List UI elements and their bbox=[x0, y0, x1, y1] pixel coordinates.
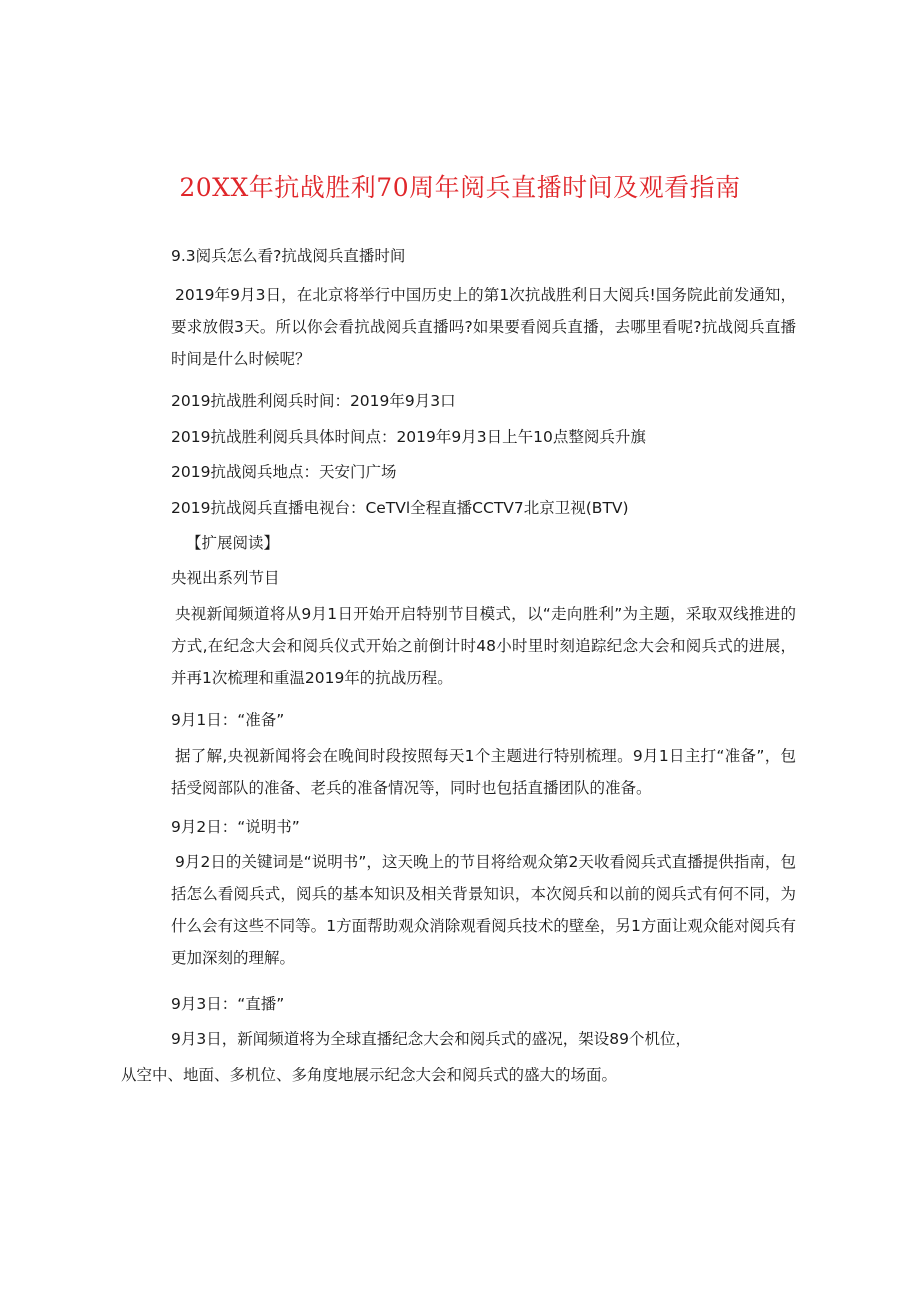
info-location: 2019抗战阅兵地点：天安门广场 bbox=[171, 463, 397, 481]
sept3-heading: 9月3日：“直播” bbox=[171, 995, 285, 1013]
subheading-cctv-programs: 央视出系列节目 bbox=[171, 569, 280, 587]
cctv-paragraph: 央视新闻频道将从9月1日开始开启特别节目模式，以“走向胜利”为主题，采取双线推进的方式,在纪念大会和阅兵仪式开始之前倒计时48小时里时刻追踪纪念大会和阅兵式的进展，并再1次梳理和重温2019年的抗战历程。 bbox=[171, 605, 796, 687]
sept2-paragraph: 9月2日的关键词是“说明书”，这天晚上的节目将给观众第2天收看阅兵式直播提供指南，包括怎么看阅兵式，阅兵的基本知识及相关背景知识，本次阅兵和以前的阅兵式有何不同，为什么会有这些不同等。1方面帮助观众消除观看阅兵技术的壁垒，另1方面让观众能对阅兵有更加深刻的理解。 bbox=[171, 853, 796, 967]
sept1-heading: 9月1日：“准备” bbox=[171, 711, 285, 729]
section-heading: 9.3阅兵怎么看?抗战阅兵直播时间 bbox=[171, 247, 406, 265]
info-tv-channel: 2019抗战阅兵直播电视台：CeTVl全程直播CCTV7北京卫视(BTV) bbox=[171, 499, 629, 517]
info-time: 2019抗战胜利阅兵时间：2019年9月3口 bbox=[171, 392, 456, 410]
document-title: 20XX年抗战胜利70周年阅兵直播时间及观看指南 bbox=[179, 173, 741, 202]
sept2-heading: 9月2日：“说明书” bbox=[171, 818, 300, 836]
sept3-line-1: 9月3日，新闻频道将为全球直播纪念大会和阅兵式的盛况，架设89个机位， bbox=[171, 1030, 691, 1048]
info-time-detail: 2019抗战胜利阅兵具体时间点：2019年9月3日上午10点整阅兵升旗 bbox=[171, 428, 646, 446]
extended-reading-label: 【扩展阅读】 bbox=[186, 534, 280, 552]
intro-paragraph: 2019年9月3日，在北京将举行中国历史上的第1次抗战胜利日大阅兵!国务院此前发通知，要求放假3天。所以你会看抗战阅兵直播吗?如果要看阅兵直播，去哪里看呢?抗战阅兵直播时间是什么时候呢？ bbox=[171, 286, 796, 368]
sept3-line-2: 从空中、地面、多机位、多角度地展示纪念大会和阅兵式的盛大的场面。 bbox=[121, 1066, 618, 1084]
sept1-paragraph: 据了解,央视新闻将会在晚间时段按照每天1个主题进行特别梳理。9月1日主打“准备”，包括受阅部队的准备、老兵的准备情况等，同时也包括直播团队的准备。 bbox=[171, 747, 796, 797]
